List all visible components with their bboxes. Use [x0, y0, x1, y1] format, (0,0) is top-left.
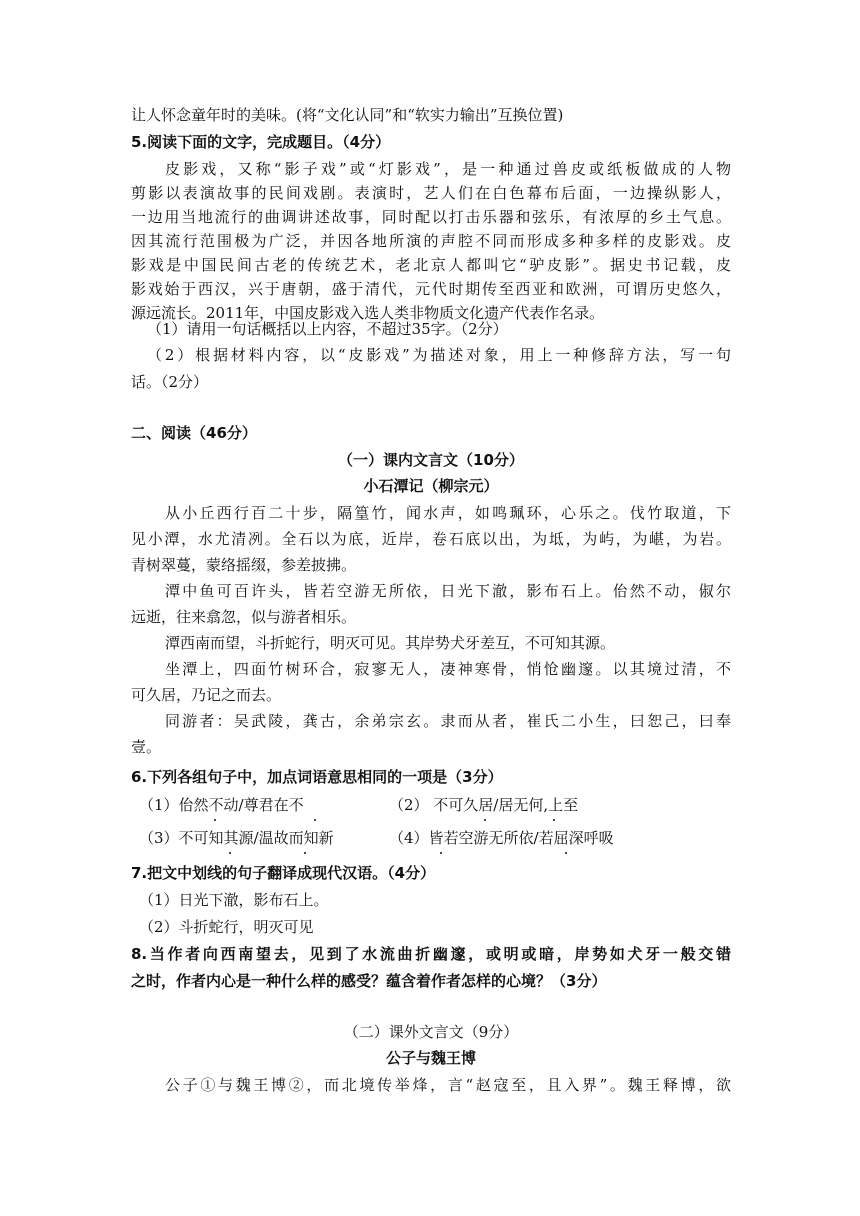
question-6-option-1: （1）佁然不动/尊君在不 — [139, 796, 304, 814]
text-2-title: 公子与魏王博 — [385, 1049, 476, 1067]
classical-text-line: 青树翠蔓，蒙络摇缀，参差披拂。 — [131, 556, 357, 574]
classical-text-line: 壹。 — [131, 738, 162, 756]
passage-line: 源远流长。2011年，中国皮影戏入选人类非物质文化遗产代表作名录。 — [131, 304, 605, 322]
previous-answer-line: 让人怀念童年时的美味。(将“文化认同”和“软实力输出”互换位置) — [131, 106, 564, 124]
emphasis-dot — [314, 819, 316, 821]
question-7-heading: 7.把文中划线的句子翻译成现代汉语。（4分） — [131, 864, 436, 882]
part-1-title: （一）课内文言文（10分） — [338, 451, 524, 469]
emphasis-dot — [484, 819, 486, 821]
section-2-heading: 二、阅读（46分） — [131, 424, 257, 442]
passage-line: 因其流行范围极为广泛，并因各地所演的声腔不同而形成多种多样的皮影戏。皮 — [131, 232, 731, 250]
emphasis-dot — [565, 852, 567, 854]
passage-line: 一边用当地流行的曲调讲述故事，同时配以打击乐器和弦乐，有浓厚的乡土气息。 — [131, 208, 731, 226]
passage-line: 影戏始于西汉，兴于唐朝，盛于清代，元代时期传至西亚和欧洲，可谓历史悠久， — [131, 280, 731, 298]
classical-text-line: 潭西南而望，斗折蛇行，明灭可见。其岸势犬牙差互，不可知其源。 — [165, 634, 616, 652]
question-6-option-2: （2） 不可久居/居无何,上至 — [389, 796, 579, 814]
emphasis-dot — [229, 852, 231, 854]
part-2-title: （二）课外文言文（9分） — [343, 1023, 519, 1041]
classical-text-line: 坐潭上，四面竹树环合，寂寥无人，凄神寒骨，悄怆幽邃。以其境过清，不 — [165, 660, 731, 678]
classical-text-line: 从小丘西行百二十步，隔篁竹，闻水声，如鸣珮环，心乐之。伐竹取道，下 — [165, 504, 731, 522]
question-7-sentence-1: （1）日光下澈，影布石上。 — [139, 891, 329, 909]
passage-line: 剪影以表演故事的民间戏剧。表演时，艺人们在白色幕布后面，一边操纵影人， — [131, 184, 731, 202]
question-6-option-3: （3）不可知其源/温故而知新 — [139, 829, 334, 847]
classical-text-line: 同游者：吴武陵，龚古，余弟宗玄。隶而从者，崔氏二小生，曰恕己，曰奉 — [165, 712, 731, 730]
question-5-sub-1: （1）请用一句话概括以上内容，不超过35字。（2分） — [147, 320, 508, 338]
question-6-heading: 6.下列各组句子中，加点词语意思相同的一项是（3分） — [131, 768, 503, 786]
question-5-sub-2-cont: 话。（2分） — [131, 373, 209, 391]
question-6-option-4: （4）皆若空游无所依/若屈深呼吸 — [389, 829, 614, 847]
passage-line: 影戏是中国民间古老的传统艺术，老北京人都叫它“驴皮影”。据史书记载，皮 — [131, 256, 731, 274]
classical-text-line: 潭中鱼可百许头，皆若空游无所依，日光下澈，影布石上。佁然不动，俶尔 — [165, 582, 731, 600]
text-1-title: 小石潭记（柳宗元） — [363, 477, 499, 495]
passage-line: 皮影戏，又称“影子戏”或“灯影戏”，是一种通过兽皮或纸板做成的人物 — [165, 160, 731, 178]
emphasis-dot — [553, 819, 555, 821]
question-5-sub-2: （2）根据材料内容，以“皮影戏”为描述对象，用上一种修辞方法，写一句 — [147, 346, 731, 364]
classical-text-line: 见小潭，水尤清冽。全石以为底，近岸，卷石底以出，为坻，为屿，为嵁，为岩。 — [131, 530, 731, 548]
question-7-sentence-2: （2）斗折蛇行，明灭可见 — [139, 918, 314, 936]
emphasis-dot — [304, 852, 306, 854]
emphasis-dot — [440, 852, 442, 854]
classical-text-line: 可久居，乃记之而去。 — [131, 686, 282, 704]
emphasis-dot — [214, 819, 216, 821]
question-8-line-2: 之时，作者内心是一种什么样的感受？蕴含着作者怎样的心境？（3分） — [131, 972, 607, 990]
question-5-heading: 5.阅读下面的文字，完成题目。（4分） — [131, 133, 391, 151]
classical-text-line: 远逝，往来翕忽，似与游者相乐。 — [131, 608, 357, 626]
question-8-line-1: 8.当作者向西南望去，见到了水流曲折幽邃，或明或暗，岸势如犬牙一般交错 — [131, 945, 731, 963]
classical-text-2-line: 公子①与魏王博②，而北境传举烽，言“赵寇至，且入界”。魏王释博，欲 — [165, 1076, 731, 1094]
